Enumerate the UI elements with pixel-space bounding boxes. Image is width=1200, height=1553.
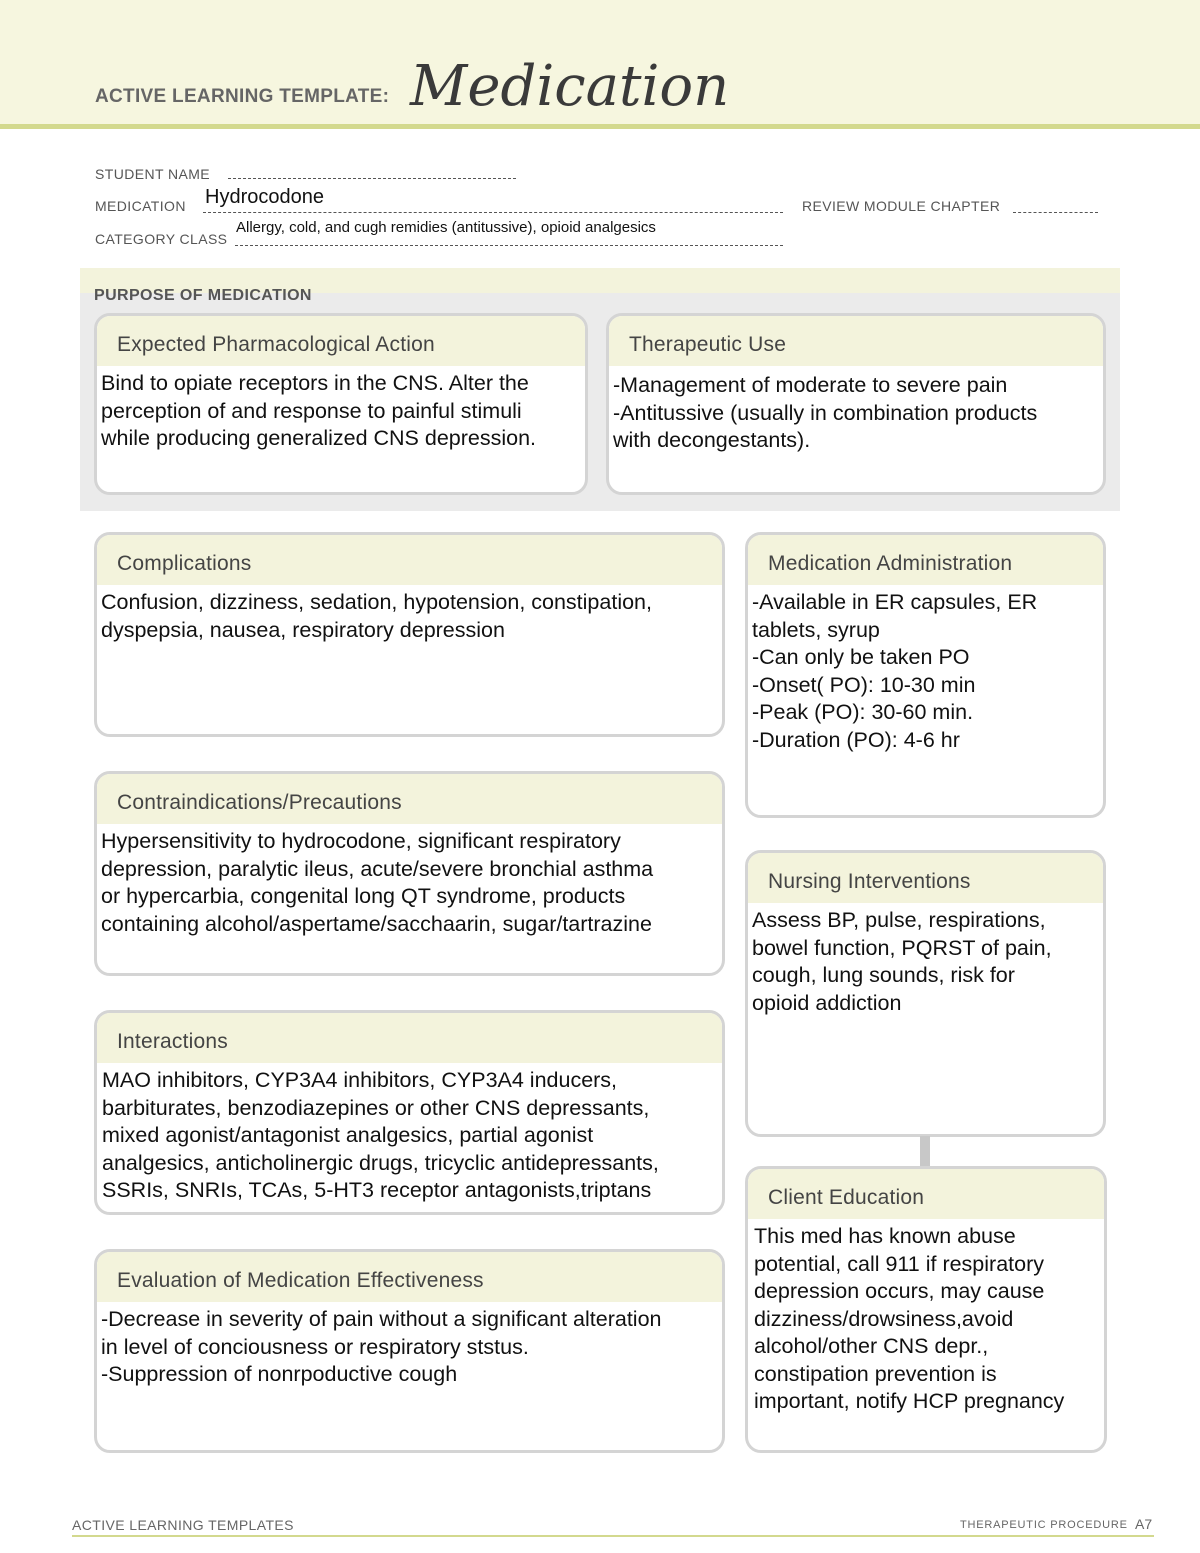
interactions-heading: Interactions (97, 1013, 722, 1063)
client-education-heading: Client Education (748, 1169, 1104, 1219)
template-label: ACTIVE LEARNING TEMPLATE: (95, 86, 390, 107)
complications-heading: Complications (97, 535, 722, 585)
medication-field[interactable] (203, 212, 783, 213)
medication-value: Hydrocodone (205, 186, 324, 208)
page-number: A7 (1135, 1516, 1153, 1532)
medication-administration-box (745, 532, 1106, 818)
medication-administration-text[interactable]: -Available in ER capsules, ER tablets, syrup -Can only be taken PO -Onset( PO): 10-30 min -Peak (PO): 30-60 min. -Duration (PO): 4-6 hr (752, 590, 1038, 752)
category-class-field[interactable] (235, 245, 783, 246)
contraindications-text[interactable]: Hypersensitivity to hydrocodone, significant respiratory depression, paralytic ileus, acute/severe bronchial asthma or hypercarbia, congenital long QT syndrome, products containing alcohol/aspertame/sacchaarin, sugar/tartrazine (101, 829, 654, 936)
contraindications-box (94, 771, 725, 976)
purpose-title: PURPOSE OF MEDICATION (94, 287, 312, 304)
review-module-field[interactable] (1013, 212, 1098, 213)
medication-administration-heading: Medication Administration (748, 535, 1103, 585)
complications-box (94, 532, 725, 737)
nursing-interventions-text[interactable]: Assess BP, pulse, respirations, bowel function, PQRST of pain, cough, lung sounds, risk for opioid addiction (752, 908, 1052, 1015)
client-education-text[interactable]: This med has known abuse potential, call 911 if respiratory depression occurs, may cause dizziness/drowsiness,avoid alcohol/other CNS depr., constipation prevention is important, notify HCP pregnancy (754, 1224, 1065, 1413)
category-class-value: Allergy, cold, and cugh remidies (antitussive), opioid analgesics (236, 219, 656, 236)
complications-text[interactable]: Confusion, dizziness, sedation, hypotension, constipation, dyspepsia, nausea, respiratory depression (101, 590, 652, 642)
footer-right-text: THERAPEUTIC PROCEDURE (960, 1519, 1128, 1531)
connector-line (920, 1136, 930, 1166)
contraindications-heading: Contraindications/Precautions (97, 774, 722, 824)
footer-left-text: ACTIVE LEARNING TEMPLATES (72, 1517, 294, 1533)
page-title: Medication (410, 54, 730, 119)
evaluation-heading: Evaluation of Medication Effectiveness (97, 1252, 722, 1302)
expected-action-box (94, 313, 588, 495)
student-name-field[interactable] (228, 178, 516, 179)
client-education-box (745, 1166, 1107, 1453)
interactions-text[interactable]: MAO inhibitors, CYP3A4 inhibitors, CYP3A4 inducers, barbiturates, benzodiazepines or other CNS depressants, mixed agonist/antagonist analgesics, partial agonist analgesics, anticholinergic drugs, tricyclic antidepressants, SSRIs, SNRIs, TCAs, 5-HT3 receptor antagonists,triptans (102, 1068, 659, 1202)
interactions-box (94, 1010, 725, 1215)
evaluation-box (94, 1249, 725, 1453)
expected-action-text[interactable]: Bind to opiate receptors in the CNS. Alter the perception of and response to painful stimuli while producing generalized CNS depression. (101, 371, 537, 450)
expected-action-heading: Expected Pharmacological Action (97, 316, 585, 366)
review-module-label: REVIEW MODULE CHAPTER (802, 198, 1001, 214)
evaluation-text[interactable]: -Decrease in severity of pain without a significant alteration in level of conciousness or respiratory ststus. -Suppression of nonrpoductive cough (101, 1307, 662, 1386)
therapeutic-use-box (606, 313, 1106, 495)
therapeutic-use-heading: Therapeutic Use (609, 316, 1103, 366)
student-name-label: STUDENT NAME (95, 166, 210, 182)
category-class-label: CATEGORY CLASS (95, 231, 228, 247)
header-band (0, 0, 1200, 129)
footer-divider (72, 1535, 1154, 1537)
therapeutic-use-text[interactable]: -Management of moderate to severe pain -Antitussive (usually in combination products with decongestants). (613, 373, 1038, 452)
nursing-interventions-box (745, 850, 1106, 1137)
medication-label: MEDICATION (95, 198, 186, 214)
nursing-interventions-heading: Nursing Interventions (748, 853, 1103, 903)
